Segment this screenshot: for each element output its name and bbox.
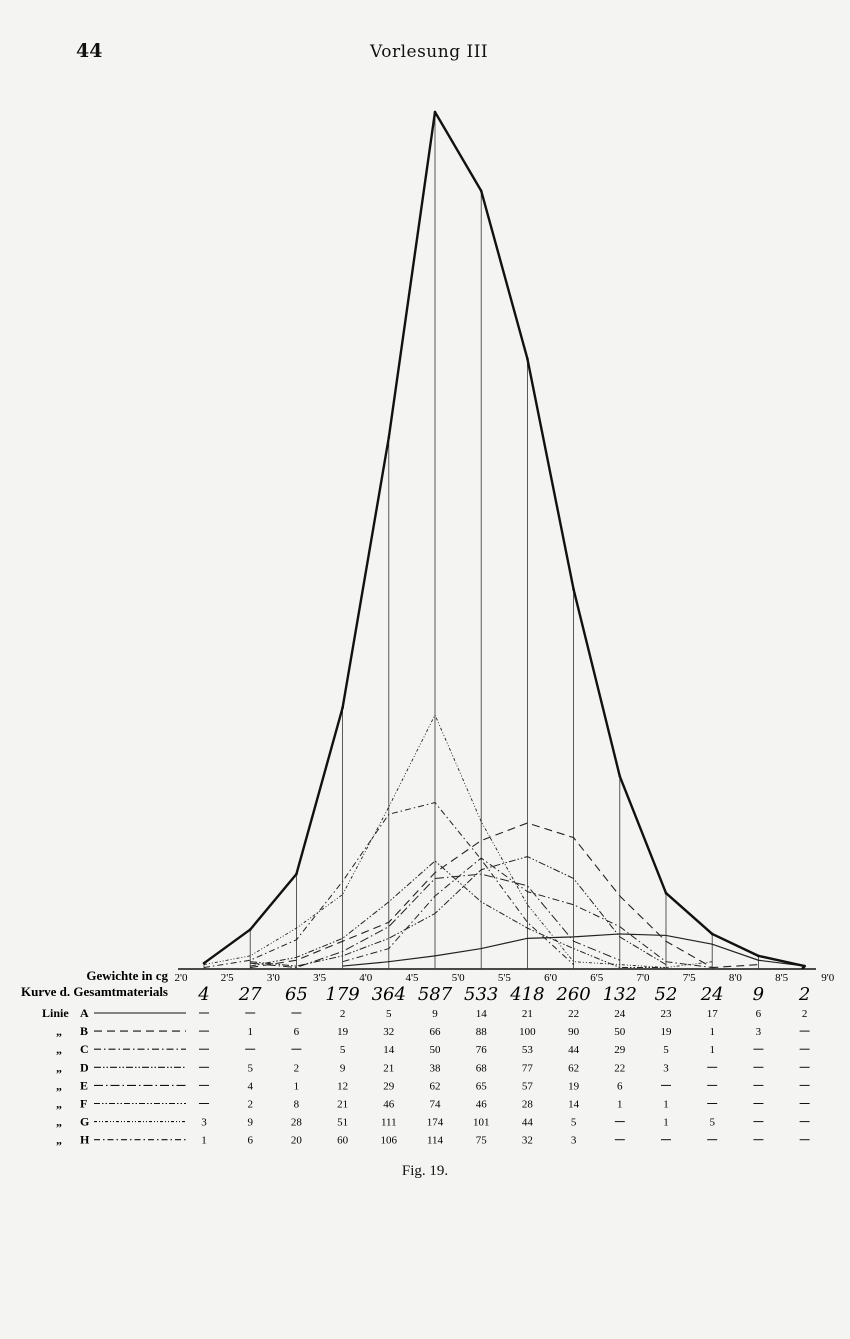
total-point: [619, 775, 622, 778]
cell-value: 2: [801, 1008, 808, 1020]
total-point: [295, 873, 298, 876]
total-point: [480, 190, 483, 193]
total-value: 418: [510, 984, 545, 1005]
cell-value: 9: [339, 1062, 346, 1075]
cell-value: 1: [293, 1080, 300, 1093]
row-series-name: H: [80, 1132, 90, 1147]
cell-value: 12: [337, 1080, 349, 1093]
total-value: 52: [654, 984, 678, 1005]
x-tick-label: 7'0: [636, 972, 650, 984]
cell-value: 21: [337, 1098, 349, 1111]
cell-value: 23: [660, 1008, 672, 1020]
total-value: 587: [417, 984, 453, 1005]
total-value: 132: [602, 984, 637, 1005]
cell-value: 29: [383, 1080, 395, 1093]
cell-value: 1: [663, 1098, 669, 1111]
cell-value: 5: [709, 1116, 715, 1129]
cell-value: 9: [432, 1008, 438, 1020]
cell-value: 111: [380, 1116, 397, 1129]
cell-value: 28: [521, 1098, 533, 1111]
cell-value: 101: [472, 1116, 490, 1129]
cell-value: 68: [475, 1062, 487, 1075]
cell-value: 1: [247, 1026, 253, 1039]
cell-value: 1: [709, 1026, 715, 1039]
x-tick-label: 3'0: [266, 972, 280, 984]
cell-value: 9: [247, 1116, 253, 1129]
cell-value: 51: [337, 1116, 349, 1129]
figure-caption: Fig. 19.: [401, 1163, 449, 1179]
total-value: 2: [798, 984, 811, 1005]
totals-label: Kurve d. Gesamtmaterials: [21, 984, 168, 999]
cell-value: 53: [521, 1044, 533, 1057]
x-tick-label: 9'0: [821, 972, 835, 984]
row-series-name: E: [80, 1078, 89, 1093]
cell-value: 4: [247, 1080, 253, 1093]
total-point: [388, 436, 391, 439]
series-table: [42, 1006, 810, 1147]
total-curve-group: [203, 111, 806, 969]
cell-value: 1: [709, 1044, 715, 1057]
cell-value: 20: [290, 1134, 302, 1147]
cell-value: 14: [383, 1044, 395, 1057]
total-value: 27: [238, 984, 262, 1005]
cell-value: 5: [386, 1008, 392, 1020]
drop-lines: [204, 112, 805, 969]
page-number: 44: [76, 40, 103, 62]
cell-value: 22: [568, 1008, 580, 1020]
cell-value: 76: [475, 1044, 487, 1057]
cell-value: 44: [521, 1116, 533, 1129]
cell-value: 14: [568, 1098, 580, 1111]
cell-value: 14: [475, 1008, 487, 1020]
x-axis-label: Gewichte in cg: [86, 968, 168, 983]
total-value: 24: [700, 984, 724, 1005]
cell-value: 6: [617, 1080, 623, 1093]
cell-value: 6: [247, 1134, 253, 1147]
cell-value: 3: [570, 1134, 577, 1147]
x-tick-label: 5'0: [451, 972, 465, 984]
cell-value: 46: [475, 1098, 487, 1111]
cell-value: 62: [568, 1062, 580, 1075]
cell-value: 3: [663, 1062, 669, 1075]
x-tick-label: 4'0: [359, 972, 373, 984]
cell-value: 32: [521, 1134, 533, 1147]
cell-value: 21: [383, 1062, 395, 1075]
cell-value: 28: [290, 1116, 302, 1129]
cell-value: 2: [339, 1008, 346, 1020]
total-point: [526, 357, 529, 360]
cell-value: 5: [247, 1062, 253, 1075]
series-line-g: [204, 715, 712, 968]
x-tick-label: 2'0: [174, 972, 188, 984]
x-tick-label: 2'5: [220, 972, 234, 984]
total-point: [665, 892, 668, 895]
row-prefix: „: [56, 1042, 62, 1057]
row-series-name: C: [80, 1042, 89, 1057]
cell-value: 1: [201, 1134, 207, 1147]
total-point: [757, 955, 760, 958]
cell-value: 24: [614, 1008, 626, 1020]
cell-value: 75: [475, 1134, 487, 1147]
cell-value: 5: [339, 1044, 346, 1057]
total-value: 179: [325, 984, 360, 1005]
cell-value: 66: [429, 1026, 441, 1039]
cell-value: 5: [570, 1116, 577, 1129]
running-head: Vorlesung III: [370, 42, 489, 62]
total-point: [711, 933, 714, 936]
total-point: [249, 928, 252, 931]
cell-value: 17: [706, 1008, 718, 1020]
cell-value: 44: [568, 1044, 580, 1057]
total-point: [572, 588, 575, 591]
x-tick-label: 8'0: [728, 972, 742, 984]
row-prefix: Linie: [42, 1006, 69, 1020]
cell-value: 1: [663, 1116, 669, 1129]
x-tick-label: 6'5: [590, 972, 604, 984]
cell-value: 3: [201, 1116, 207, 1129]
row-series-name: B: [80, 1024, 89, 1039]
series-line-b: [250, 823, 758, 968]
total-value: 533: [464, 984, 499, 1005]
cell-value: 5: [663, 1044, 669, 1057]
cell-value: 114: [426, 1134, 444, 1147]
total-point: [434, 111, 437, 114]
cell-value: 2: [247, 1098, 253, 1111]
totals-row: [197, 984, 810, 1005]
cell-value: 2: [293, 1062, 300, 1075]
x-tick-label: 3'5: [313, 972, 327, 984]
row-series-name: D: [80, 1060, 89, 1075]
x-tick-labels: [175, 972, 835, 984]
cell-value: 32: [383, 1026, 395, 1039]
cell-value: 77: [521, 1062, 533, 1075]
cell-value: 1: [617, 1098, 623, 1111]
total-point: [341, 706, 344, 709]
cell-value: 60: [337, 1134, 349, 1147]
x-tick-label: 8'5: [775, 972, 789, 984]
cell-value: 106: [380, 1134, 398, 1147]
cell-value: 19: [568, 1080, 580, 1093]
cell-value: 50: [614, 1026, 626, 1039]
cell-value: 21: [521, 1008, 533, 1020]
cell-value: 65: [475, 1080, 487, 1093]
cell-value: 74: [429, 1098, 441, 1111]
cell-value: 6: [293, 1026, 300, 1039]
row-prefix: „: [56, 1024, 62, 1039]
x-tick-label: 5'5: [497, 972, 511, 984]
row-prefix: „: [56, 1096, 62, 1111]
row-prefix: „: [56, 1060, 62, 1075]
row-prefix: „: [56, 1132, 62, 1147]
cell-value: 38: [429, 1062, 441, 1075]
total-value: 260: [556, 984, 591, 1005]
cell-value: 29: [614, 1044, 626, 1057]
cell-value: 19: [660, 1026, 672, 1039]
row-series-name: G: [80, 1114, 90, 1129]
total-value: 364: [371, 984, 406, 1005]
total-point: [803, 965, 806, 968]
row-prefix: „: [56, 1114, 62, 1129]
total-value: 9: [752, 984, 765, 1005]
cell-value: 100: [519, 1026, 536, 1039]
cell-value: 22: [614, 1062, 626, 1075]
total-value: 65: [284, 984, 308, 1005]
row-series-name: A: [80, 1006, 89, 1020]
cell-value: 88: [475, 1026, 487, 1039]
x-tick-label: 4'5: [405, 972, 419, 984]
cell-value: 50: [429, 1044, 441, 1057]
total-curve: [204, 112, 805, 969]
total-point: [203, 962, 206, 965]
cell-value: 46: [383, 1098, 395, 1111]
cell-value: 57: [521, 1080, 533, 1093]
cell-value: 62: [429, 1080, 441, 1093]
row-prefix: „: [56, 1078, 62, 1093]
total-value: 4: [198, 984, 210, 1005]
x-tick-label: 6'0: [544, 972, 558, 984]
cell-value: 8: [293, 1098, 300, 1111]
cell-value: 174: [426, 1116, 444, 1129]
cell-value: 90: [568, 1026, 580, 1039]
cell-value: 3: [755, 1026, 762, 1039]
row-series-name: F: [80, 1096, 88, 1111]
series-lines: [204, 715, 805, 968]
cell-value: 6: [755, 1008, 762, 1020]
x-tick-label: 7'5: [682, 972, 696, 984]
series-line-d: [250, 857, 666, 966]
cell-value: 19: [337, 1026, 349, 1039]
